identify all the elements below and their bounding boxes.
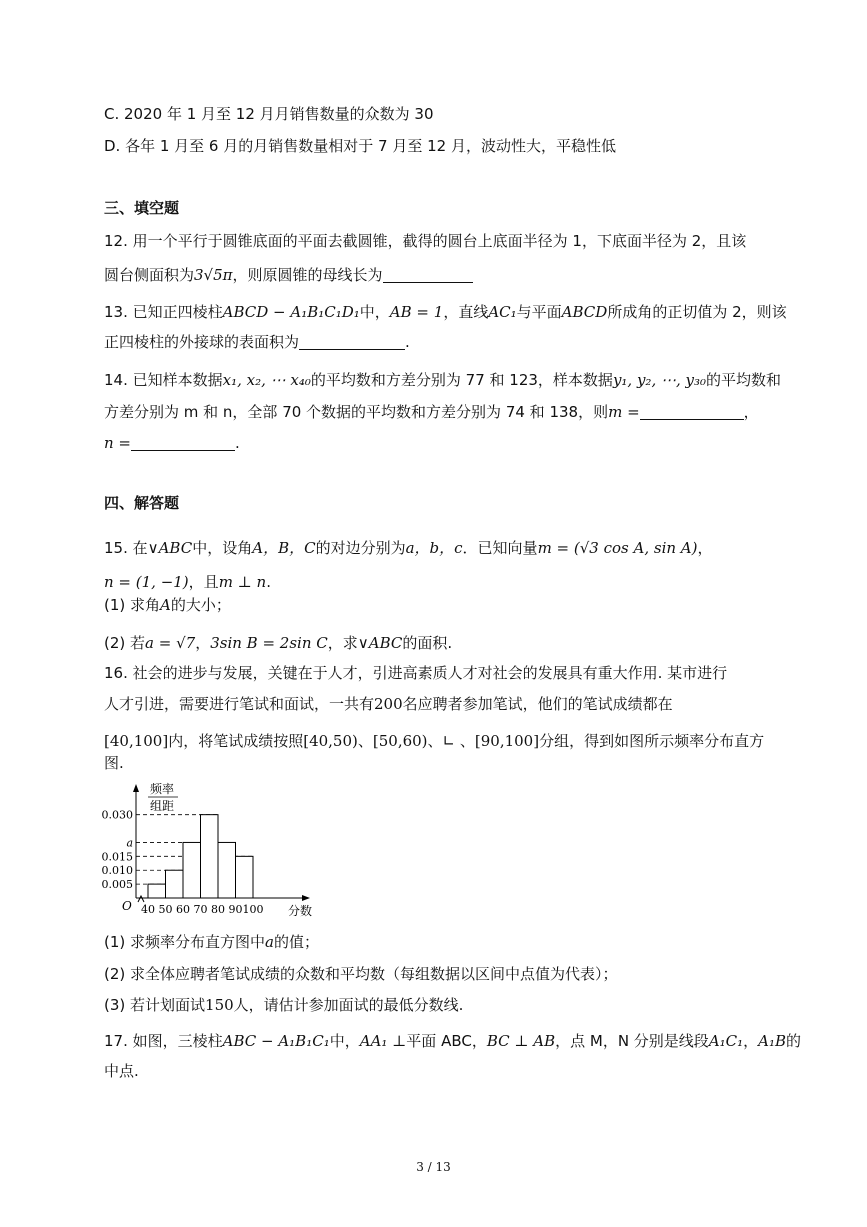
q15-triangle-expr: ∨ABC (147, 539, 193, 557)
q13-text-c: ，直线 (443, 303, 489, 321)
q14-line1 (104, 369, 781, 391)
q16-part3-count-expr: 150 (205, 996, 234, 1014)
q16-text-f: 分组，得到如图所示频率分布直方 (539, 732, 765, 750)
q15-angles-expr: A，B，C (252, 539, 316, 557)
q16-part1 (104, 931, 319, 953)
q14-line2 (104, 401, 759, 423)
q14-text-c: 的平均数和 (706, 371, 782, 389)
q15-part2 (104, 632, 452, 654)
x-tick-label: 80 (211, 903, 225, 916)
q16-part1-text-a: (1) 求频率分布直方图中 (104, 933, 266, 951)
q13-line2 (104, 331, 410, 353)
origin-label: O (122, 899, 132, 913)
q17-aa1-expr: AA₁ ⊥ (359, 1032, 407, 1050)
q14-line3 (104, 432, 240, 454)
histogram-bar (236, 856, 254, 898)
histogram-bar (183, 842, 201, 898)
q13-ab-expr: AB = 1 (389, 303, 444, 321)
q11-option-c: C. 2020 年 1 月至 12 月月销售数量的众数为 30 (104, 105, 434, 123)
q17-text-f: 的 (786, 1032, 802, 1050)
x-axis-arrow (302, 895, 310, 901)
q13-line1 (104, 301, 787, 323)
q14-n-answer-blank (131, 434, 235, 451)
q15-text-d: ．已知向量 (462, 539, 538, 557)
q17-bc-expr: BC ⊥ AB (486, 1032, 556, 1050)
q16-range-expr: [40,100] (104, 732, 169, 750)
q15-part1 (104, 594, 231, 616)
q15-vector-m-expr: m = (√3 cos A, sin A) (537, 539, 698, 557)
q15-part1-text-a: (1) 求角 (104, 596, 161, 614)
q16-part3 (104, 994, 463, 1016)
y-tick-label: 0.005 (101, 878, 133, 892)
q17-text-b: 中， (329, 1032, 360, 1050)
q15-part2-sin-expr: 3sin B = 2sin C (210, 634, 328, 652)
q16-line2 (104, 693, 673, 715)
q15-text-c: 的对边分别为 (315, 539, 406, 557)
q15-part2-text-c: ，求 (327, 634, 358, 652)
q12-answer-blank (383, 266, 473, 283)
q15-part1-angle-expr: A (160, 596, 171, 614)
q17-prism-expr: ABC − A₁B₁C₁ (222, 1032, 330, 1050)
histogram-bar (218, 842, 236, 898)
q14-n-expr: n = (104, 434, 131, 452)
q16-text-c: 内，将笔试成绩按照 (168, 732, 304, 750)
q17-a1c1-expr: A₁C₁ (708, 1032, 744, 1050)
q13-text-f: 正四棱柱的外接球的表面积为 (104, 333, 300, 351)
q15-perp-expr: m ⊥ n (218, 573, 267, 591)
q16-text-d: 、 (357, 732, 373, 750)
q13-answer-blank (299, 333, 405, 350)
histogram-bar (166, 870, 184, 898)
q12-line1: 12. 用一个平行于圆锥底面的平面去截圆锥，截得的圆台上底面半径为 1，下底面半径为 2，且该 (104, 232, 747, 250)
q13-line-expr: AC₁ (488, 303, 517, 321)
q14-text-f: . (235, 434, 240, 452)
q13-text-d: 与平面 (516, 303, 562, 321)
q11-option-d: D. 各年 1 月至 6 月的月销售数量相对于 7 月至 12 月，波动性大，平稳性低 (104, 137, 616, 155)
q15-text-e: ， (697, 539, 713, 557)
q16-line4: 图. (104, 754, 124, 772)
frequency-histogram (98, 780, 328, 925)
histogram-bar (148, 884, 166, 898)
q15-text-a: 15. 在 (104, 539, 148, 557)
q15-vector-n-expr: n = (1, −1) (104, 573, 189, 591)
q16-text-e: 、∟ 、 (427, 732, 475, 750)
q15-part2-triangle-expr: ∨ABC (357, 634, 403, 652)
q15-text-b: 中，设角 (192, 539, 253, 557)
section4-title: 四、解答题 (104, 494, 180, 512)
q15-part2-text-b: ， (195, 634, 211, 652)
q14-text-d: 方差分别为 m 和 n，全部 70 个数据的平均数和方差分别为 74 和 138，则 (104, 403, 609, 421)
q17-text-e: ， (743, 1032, 759, 1050)
q13-plane-expr: ABCD (561, 303, 608, 321)
q15-part1-text-b: 的大小； (170, 596, 231, 614)
q13-text-b: 中， (359, 303, 390, 321)
q15-text-f: ，且 (188, 573, 219, 591)
x-tick-label: 90 (228, 903, 243, 916)
q16-text-b: 名应聘者参加笔试，他们的笔试成绩都在 (402, 695, 673, 713)
q17-line2: 中点. (104, 1062, 139, 1080)
q16-bin-last-expr: [90,100] (474, 732, 540, 750)
q14-text-e: ， (743, 403, 759, 421)
x-tick-label: 50 (158, 903, 173, 916)
q15-line1 (104, 537, 713, 559)
q17-text-d: ，点 M，N 分别是线段 (555, 1032, 709, 1050)
q16-part3-text-a: (3) 若计划面试 (104, 996, 206, 1014)
q14-sample-y-expr: y₁, y₂, ⋯, y₃₀ (612, 371, 707, 389)
q16-bin2-expr: [50,60) (372, 732, 428, 750)
q17-a1b-expr: A₁B (758, 1032, 787, 1050)
q16-part1-text-b: 的值； (273, 933, 319, 951)
section3-title: 三、填空题 (104, 199, 180, 217)
q17-line1 (104, 1030, 801, 1052)
q12-line2 (104, 264, 473, 286)
histogram-bar (201, 815, 219, 898)
q13-text-a: 13. 已知正四棱柱 (104, 303, 223, 321)
q16-bin1-expr: [40,50) (303, 732, 358, 750)
y-tick-label: a (126, 836, 133, 850)
x-axis-label: 分数 (288, 904, 313, 918)
x-tick-label: 40 (141, 903, 155, 916)
q14-m-answer-blank (640, 403, 744, 420)
q15-line2 (104, 571, 271, 593)
axis-break-mark (138, 896, 144, 902)
q15-part2-text-d: 的面积. (402, 634, 453, 652)
q17-text-a: 17. 如图，三棱柱 (104, 1032, 223, 1050)
x-tick-label: 70 (193, 903, 208, 916)
q17-text-c: 平面 ABC， (406, 1032, 487, 1050)
q16-part2: (2) 求全体应聘者笔试成绩的众数和平均数（每组数据以区间中点值为代表）； (104, 965, 618, 983)
q16-count-expr: 200 (374, 695, 403, 713)
q16-line1: 16. 社会的进步与发展，关键在于人才，引进高素质人才对社会的发展具有重大作用. 某市进行 (104, 664, 728, 682)
q12-lateral-area-expr: 3√5π (194, 266, 233, 284)
q15-sides-expr: a，b，c (405, 539, 463, 557)
y-axis-label-bottom: 组距 (150, 799, 175, 813)
y-axis-arrow (133, 784, 139, 792)
y-tick-label: 0.010 (101, 864, 133, 878)
q13-prism-expr: ABCD − A₁B₁C₁D₁ (222, 303, 360, 321)
y-axis-label-top: 频率 (150, 782, 175, 796)
q15-part2-text-a: (2) 若 (104, 634, 146, 652)
q16-text-a: 人才引进，需要进行笔试和面试，一共有 (104, 695, 375, 713)
q12-text-a: 圆台侧面积为 (104, 266, 195, 284)
y-tick-label: 0.015 (101, 850, 133, 864)
q13-text-g: . (405, 333, 410, 351)
q13-text-e: 所成角的正切值为 2，则该 (607, 303, 787, 321)
x-tick-label: 60 (176, 903, 190, 916)
q16-line3 (104, 730, 764, 752)
y-tick-label: 0.030 (101, 808, 133, 822)
q15-part2-a-expr: a = √7 (145, 634, 196, 652)
q12-text-b: ，则原圆锥的母线长为 (232, 266, 383, 284)
q14-m-expr: m = (608, 403, 640, 421)
x-tick-label: 100 (242, 903, 264, 916)
q14-text-a: 14. 已知样本数据 (104, 371, 223, 389)
page-number: 3 / 13 (416, 1160, 451, 1174)
q16-part3-text-b: 人，请估计参加面试的最低分数线. (233, 996, 464, 1014)
q14-text-b: 的平均数和方差分别为 77 和 123，样本数据 (310, 371, 613, 389)
q14-sample-x-expr: x₁, x₂, ⋯ x₄₀ (222, 371, 311, 389)
q15-text-g: . (266, 573, 271, 591)
q16-part1-a-expr: a (265, 933, 274, 951)
